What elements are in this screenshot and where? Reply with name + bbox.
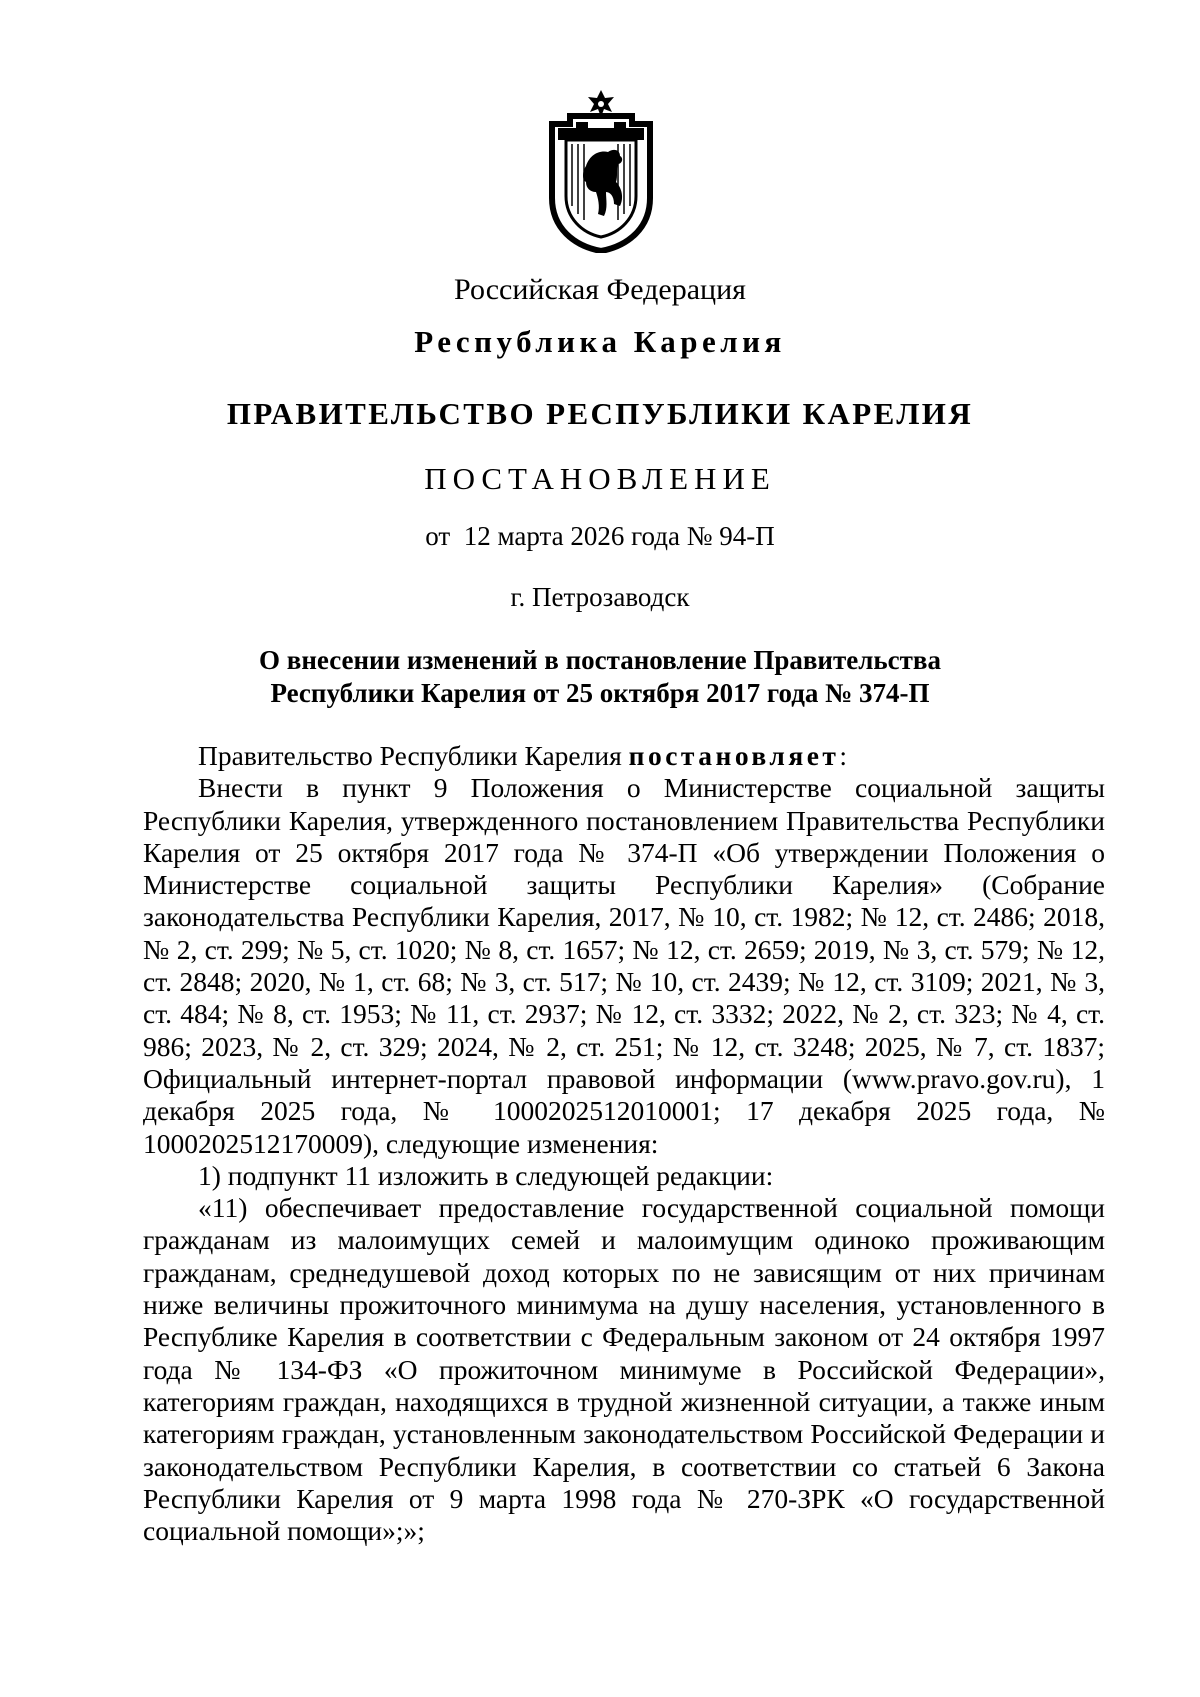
document-date-number: от 12 марта 2026 года № 94-П	[425, 521, 775, 551]
intro-end: :	[839, 740, 848, 771]
decree-word: постановляет	[628, 740, 840, 771]
subject-line-2: Республики Карелия от 25 октября 2017 года № 374-П	[270, 678, 930, 708]
government-name: ПРАВИТЕЛЬСТВО РЕСПУБЛИКИ КАРЕЛИЯ	[226, 396, 974, 431]
paragraph-1: Внести в пункт 9 Положения о Министерстве социальной защиты Республики Карелия, утвержденного постановлением Правительства Республики Карелия от 25 октября 2017 года № 374-П «Об утверждении Положения о Министерстве социальной защиты Республики Карелия» (Собрание законодательства Республики Карелия, 2017, № 10, ст. 1982; № 12, ст. 2486; 2018, № 2, ст. 299; № 5, ст. 1020; № 8, ст. 1657; № 12, ст. 2659; 2019, № 3, ст. 579; № 12, ст. 2848; 2020, № 1, ст. 68; № 3, ст. 517; № 10, ст. 2439; № 12, ст. 3109; 2021, № 3, ст. 484; № 8, ст. 1953; № 11, ст. 2937; № 12, ст. 3332; 2022, № 2, ст. 323; № 4, ст. 986; 2023, № 2, ст. 329; 2024, № 2, ст. 251; № 12, ст. 3248; 2025, № 7, ст. 1837; Официальный интернет-портал правовой информации (www.pravo.gov.ru), 1 декабря 2025 года, № 1000202512010001; 17 декабря 2025 года, № 1000202512170009), следующие изменения:	[143, 772, 1105, 1159]
paragraph-3: «11) обеспечивает предоставление государственной социальной помощи гражданам из малоимущих семей и малоимущим одиноко проживающим гражданам, среднедушевой доход которых по не зависящим от них причинам ниже величины прожиточного минимума на душу населения, установленного в Республике Карелия в соответствии с Федеральным законом от 24 октября 1997 года № 134-ФЗ «О прожиточном минимуме в Российской Федерации», категориям граждан, находящихся в трудной жизненной ситуации, а также иным категориям граждан, установленным законодательством Российской Федерации и законодательством Республики Карелия, в соответствии со статьей 6 Закона Республики Карелия от 9 марта 1998 года № 270-ЗРК «О государственной социальной помощи»;»;	[143, 1192, 1105, 1547]
paragraph-2: 1) подпункт 11 изложить в следующей редакции:	[198, 1159, 774, 1191]
document-city: г. Петрозаводск	[510, 582, 690, 612]
karelia-coat-of-arms-icon	[546, 88, 656, 253]
country-name: Российская Федерация	[454, 273, 746, 306]
decree-intro	[143, 740, 1105, 772]
subject-line-1: О внесении изменений в постановление Правительства	[259, 645, 941, 675]
document-body	[143, 740, 1105, 1547]
document-type: ПОСТАНОВЛЕНИЕ	[424, 461, 776, 496]
document-subject	[0, 644, 1200, 710]
intro-text: Правительство Республики Карелия	[198, 740, 629, 771]
republic-name: Республика Карелия	[414, 324, 786, 359]
